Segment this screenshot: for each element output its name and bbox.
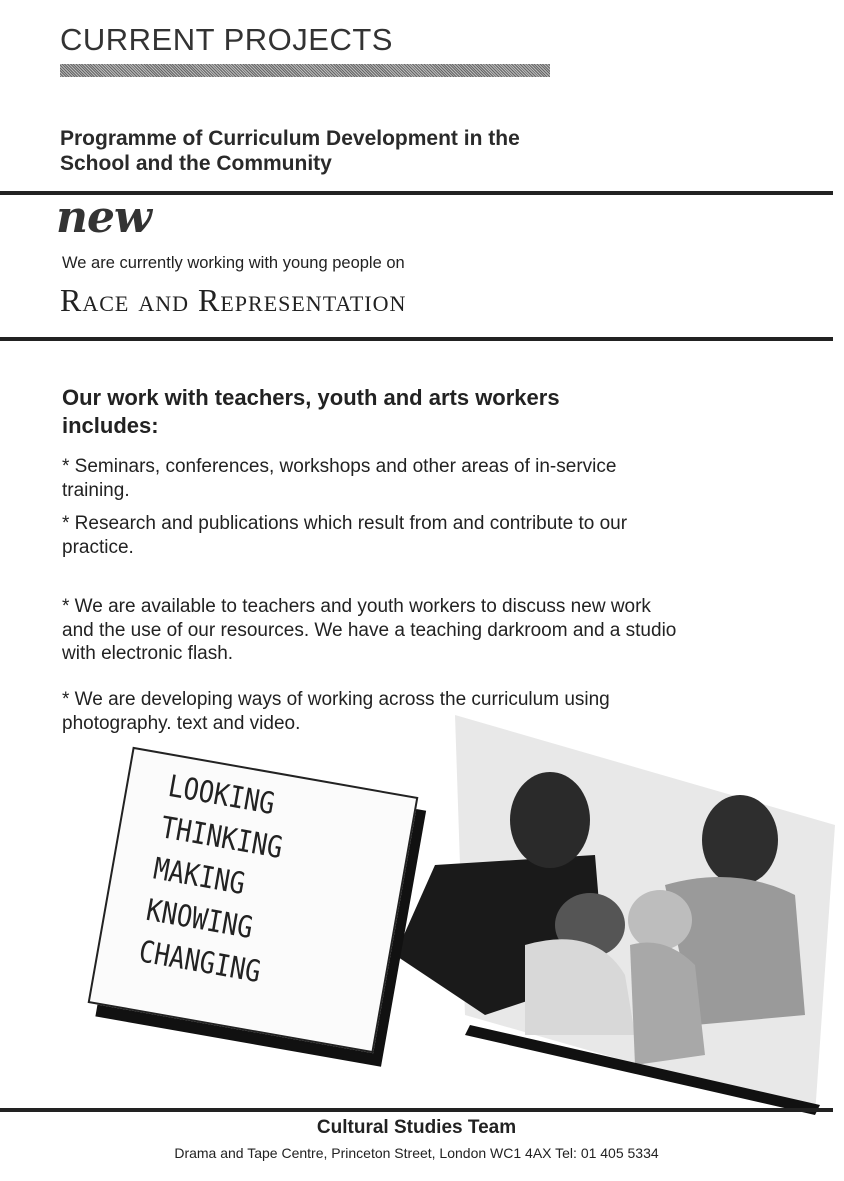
heading-line: Our work with teachers, youth and arts workers	[62, 385, 560, 410]
programme-line: School and the Community	[60, 152, 332, 175]
programme-title	[60, 126, 520, 176]
divider	[0, 1108, 833, 1112]
poster-word: KNOWING	[143, 892, 256, 947]
work-heading	[62, 384, 682, 440]
title-underline-bar	[60, 64, 550, 77]
programme-line: Programme of Curriculum Development in the	[60, 127, 520, 150]
poster-word: THINKING	[158, 810, 286, 867]
new-badge: new	[56, 192, 151, 243]
footer-team: Cultural Studies Team	[316, 1117, 517, 1138]
page-title: CURRENT PROJECTS	[60, 22, 393, 57]
divider	[0, 337, 833, 341]
poster-word: LOOKING	[165, 768, 278, 822]
bullet-item: * Seminars, conferences, workshops and other areas of in-service training.	[62, 456, 617, 501]
bullet-item: * We are developing ways of working across the curriculum using photography. text and video.	[62, 689, 610, 734]
poster-word: CHANGING	[136, 934, 264, 991]
intro-text: We are currently working with young people on	[62, 254, 405, 272]
bullet-item: * We are available to teachers and youth workers to discuss new work and the use of our resources. We have a teaching darkroom and a studio with electronic flash.	[62, 596, 677, 664]
poster-word: MAKING	[150, 851, 248, 903]
footer-address: Drama and Tape Centre, Princeton Street, London WC1 4AX Tel: 01 405 5334	[174, 1145, 659, 1161]
heading-line: includes:	[62, 413, 159, 438]
bullet-item: * Research and publications which result from and contribute to our practice.	[62, 513, 628, 558]
looking-thinking-poster	[88, 747, 419, 1053]
photo-young-people	[395, 715, 835, 1115]
project-title: Race and Representation	[60, 282, 407, 318]
